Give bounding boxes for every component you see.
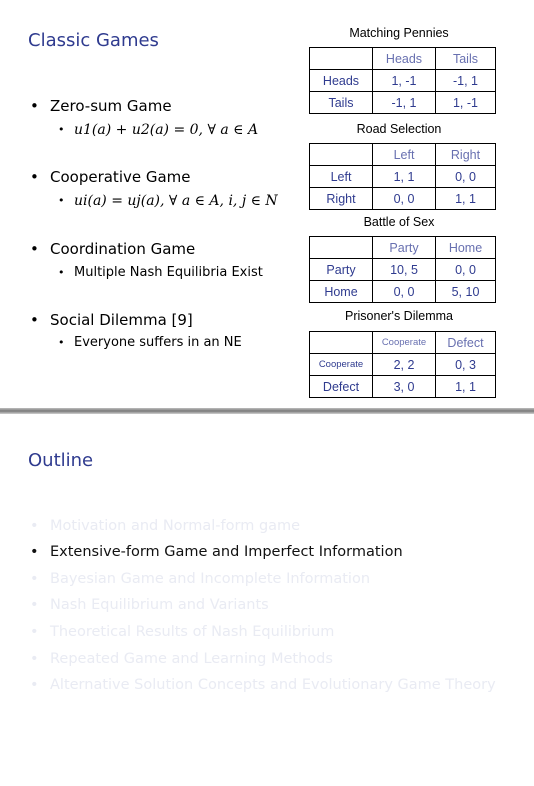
slide-outline: Outline Motivation and Normal-form game Extensive-form Game and Imperfect Information Bayesian Game and Incomplete Information Nash Equilibrium and Variants Theoretical Results of Nash Equilibrium Repeated Game and Learning Methods Alternative Solution Concepts and Evolutionary Game Theory: [0, 414, 534, 786]
payoff-cell: 1, 1: [436, 376, 496, 398]
table-corner: [310, 144, 373, 166]
row-header: Tails: [310, 92, 373, 114]
payoff-cell: 3, 0: [373, 376, 436, 398]
payoff-table-prisoners-dilemma: [309, 331, 496, 398]
table-corner: [310, 332, 373, 354]
slide-classic-games: Classic Games Zero-sum Game u1(a) + u2(a) = 0, ∀ a ∈ A Cooperative Game ui(a) = uj(a), ∀ a ∈ A, i, j ∈ N Coordination Game Multiple Nash Equilibria Exist Social Dilemma [9] Everyone suffers in an NE Matching Pennies Heads Tails Heads 1, -1 -1, 1 Tails -1, 1 1, -1 Road Selection Left Right Left 1, 1 0, 0 Right 0, 0 1, 1 Battle of Sex Party Home Party 10, 5 0, 0 Home 0, 0 5, 10 Prisoner's Dilemma Cooperate Defect Cooperate 2, 2 0, 3 Defect 3, 0 1, 1: [0, 0, 534, 410]
payoff-cell: 1, -1: [436, 92, 496, 114]
row-header: Left: [310, 166, 373, 188]
row-header: Heads: [310, 70, 373, 92]
payoff-cell: 0, 0: [373, 281, 436, 303]
payoff-cell: -1, 1: [373, 92, 436, 114]
payoff-cell: 0, 3: [436, 354, 496, 376]
row-header: Defect: [310, 376, 373, 398]
table-title-road-selection: Road Selection: [356, 122, 442, 136]
table-title-battle-of-sex: Battle of Sex: [363, 215, 435, 229]
table-title-matching-pennies: Matching Pennies: [349, 26, 449, 40]
col-header: Right: [436, 144, 496, 166]
payoff-cell: 1, 1: [436, 188, 496, 210]
col-header: Left: [373, 144, 436, 166]
payoff-cell: 0, 0: [436, 259, 496, 281]
slide-title: Classic Games: [28, 30, 159, 51]
payoff-cell: 10, 5: [373, 259, 436, 281]
payoff-cell: 2, 2: [373, 354, 436, 376]
payoff-cell: 0, 0: [373, 188, 436, 210]
payoff-cell: 1, -1: [373, 70, 436, 92]
payoff-table-road-selection: [309, 143, 496, 210]
table-corner: [310, 237, 373, 259]
payoff-cell: -1, 1: [436, 70, 496, 92]
col-header: Home: [436, 237, 496, 259]
col-header: Heads: [373, 48, 436, 70]
payoff-table-matching-pennies: [309, 47, 496, 114]
row-header: Right: [310, 188, 373, 210]
row-header: Party: [310, 259, 373, 281]
payoff-cell: 5, 10: [436, 281, 496, 303]
col-header: Cooperate: [373, 332, 436, 354]
row-header: Home: [310, 281, 373, 303]
col-header: Tails: [436, 48, 496, 70]
table-title-prisoners-dilemma: Prisoner's Dilemma: [345, 309, 453, 323]
row-header: Cooperate: [310, 354, 373, 376]
payoff-cell: 1, 1: [373, 166, 436, 188]
col-header: Defect: [436, 332, 496, 354]
payoff-cell: 0, 0: [436, 166, 496, 188]
payoff-table-battle-of-sex: [309, 236, 496, 303]
table-corner: [310, 48, 373, 70]
slide-title: Outline: [28, 450, 94, 471]
col-header: Party: [373, 237, 436, 259]
